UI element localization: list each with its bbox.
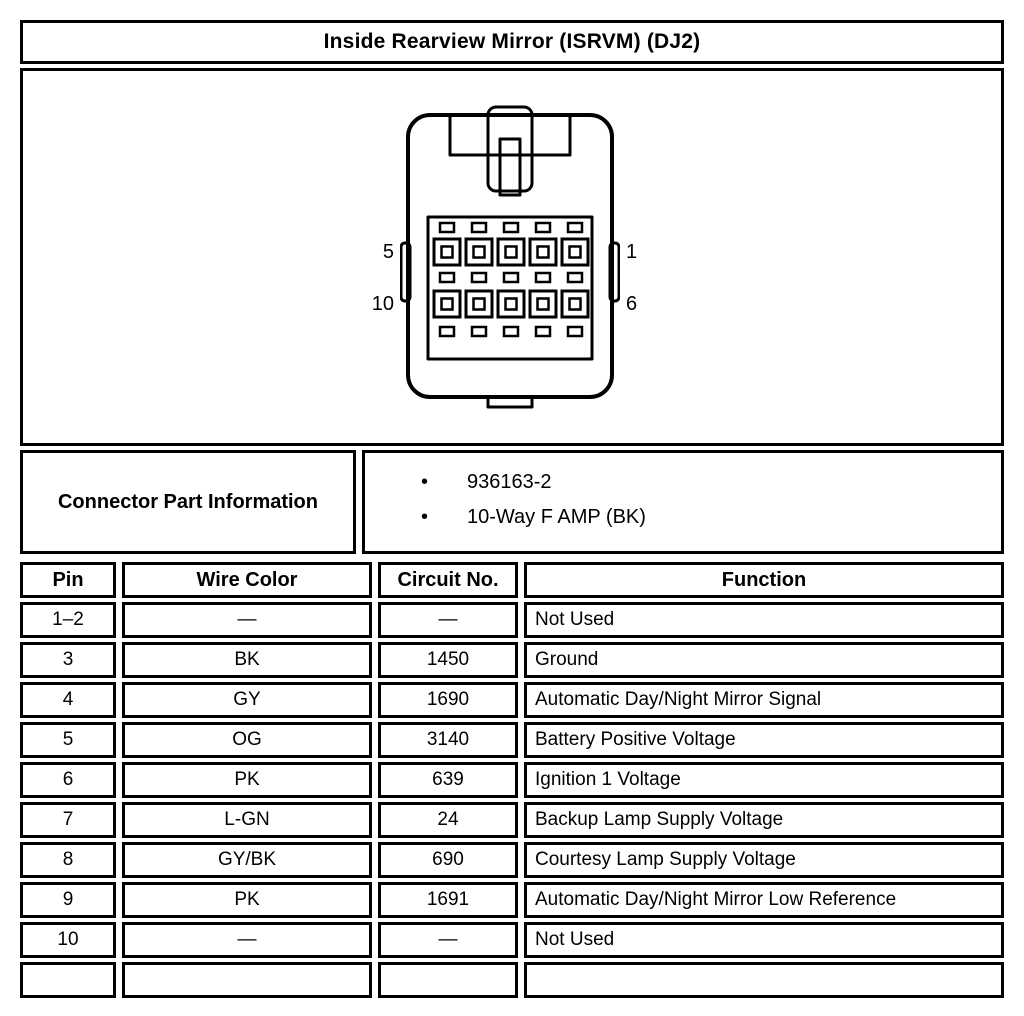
table-row [20, 642, 1004, 678]
page-title: Inside Rearview Mirror (ISRVM) (DJ2) [323, 30, 701, 53]
part-info-list [421, 471, 991, 529]
connector-diagram-panel [20, 68, 1004, 446]
cell-wire-color: BK [122, 642, 372, 678]
part-number: • 936163-2 [467, 471, 552, 493]
cell-wire-color: — [122, 922, 372, 958]
connector-diagram [356, 105, 668, 413]
cell-function [524, 962, 1004, 998]
cell-wire-color: OG [122, 722, 372, 758]
connector-pin-label-10: 10 [371, 293, 394, 315]
connector-type: • 10-Way F AMP (BK) [467, 506, 646, 528]
part-info-item [421, 471, 991, 494]
cell-circuit: 690 [378, 842, 518, 878]
pinout-table [14, 558, 1010, 1002]
table-row [20, 802, 1004, 838]
connector-pin-label-6: 6 [626, 293, 638, 315]
cell-pin [20, 962, 116, 998]
cell-function: Battery Positive Voltage [524, 722, 1004, 758]
cell-circuit: 1691 [378, 882, 518, 918]
cell-wire-color: — [122, 602, 372, 638]
cell-function: Ground [524, 642, 1004, 678]
cell-function: Not Used [524, 602, 1004, 638]
cell-wire-color: PK [122, 882, 372, 918]
cell-function: Automatic Day/Night Mirror Low Reference [524, 882, 1004, 918]
cell-function: Ignition 1 Voltage [524, 762, 1004, 798]
table-row [20, 962, 1004, 998]
cell-function: Courtesy Lamp Supply Voltage [524, 842, 1004, 878]
table-row [20, 842, 1004, 878]
cell-pin: 1–2 [20, 602, 116, 638]
cell-circuit: — [378, 602, 518, 638]
cell-pin: 9 [20, 882, 116, 918]
connector-part-info-heading: Connector Part Information [20, 450, 356, 554]
cell-wire-color: GY/BK [122, 842, 372, 878]
connector-part-info-row [20, 450, 1004, 554]
cell-pin: 6 [20, 762, 116, 798]
page [20, 0, 1004, 1002]
cell-circuit: — [378, 922, 518, 958]
cell-pin: 4 [20, 682, 116, 718]
cell-pin: 3 [20, 642, 116, 678]
cell-wire-color: GY [122, 682, 372, 718]
cell-function: Automatic Day/Night Mirror Signal [524, 682, 1004, 718]
title-bar [20, 20, 1004, 64]
table-row [20, 882, 1004, 918]
cell-circuit: 3140 [378, 722, 518, 758]
table-row [20, 762, 1004, 798]
cell-circuit: 1690 [378, 682, 518, 718]
header-pin: Pin [20, 562, 116, 598]
table-row [20, 682, 1004, 718]
cell-wire-color: PK [122, 762, 372, 798]
cell-pin: 8 [20, 842, 116, 878]
connector-part-info-details [362, 450, 1004, 554]
cell-wire-color [122, 962, 372, 998]
connector-drawing [400, 105, 620, 411]
cell-circuit: 639 [378, 762, 518, 798]
cell-function: Not Used [524, 922, 1004, 958]
cell-function: Backup Lamp Supply Voltage [524, 802, 1004, 838]
table-row [20, 922, 1004, 958]
connector-pin-label-5: 5 [382, 241, 394, 263]
part-info-item [421, 506, 991, 529]
table-row [20, 602, 1004, 638]
table-row [20, 722, 1004, 758]
cell-pin: 10 [20, 922, 116, 958]
cell-circuit: 24 [378, 802, 518, 838]
connector-pin-label-1: 1 [626, 241, 638, 263]
cell-pin: 7 [20, 802, 116, 838]
cell-circuit [378, 962, 518, 998]
cell-wire-color: L-GN [122, 802, 372, 838]
header-function: Function [524, 562, 1004, 598]
table-header-row [20, 562, 1004, 598]
header-circuit-no: Circuit No. [378, 562, 518, 598]
cell-pin: 5 [20, 722, 116, 758]
header-wire-color: Wire Color [122, 562, 372, 598]
cell-circuit: 1450 [378, 642, 518, 678]
